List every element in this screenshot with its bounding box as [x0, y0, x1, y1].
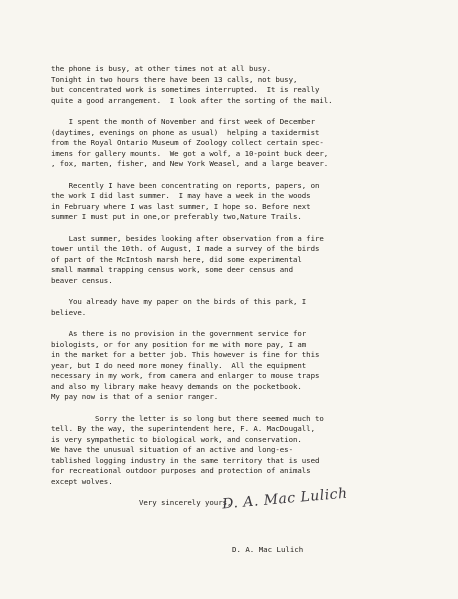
text-line: tell. By the way, the superintendent here, F. A. MacDougall, — [51, 424, 315, 433]
paragraph — [51, 234, 451, 287]
text-line: but concentrated work is sometimes interrupted. It is really — [51, 85, 320, 94]
text-line: the phone is busy, at other times not at all busy. — [51, 64, 271, 73]
paragraph — [51, 117, 451, 170]
text-line: except wolves. — [51, 476, 113, 486]
paragraph — [51, 414, 451, 488]
text-line: beaver census. — [51, 275, 113, 285]
text-line: quite a good arrangement. I look after the sorting of the mail. — [51, 95, 333, 105]
paragraph — [51, 329, 451, 403]
paragraph — [51, 181, 451, 223]
text-line: Recently I have been concentrating on reports, papers, on — [51, 180, 320, 190]
text-line: and also my library make heavy demands on the pocketbook. — [51, 381, 302, 391]
text-line: of part of the McIntosh marsh here, did some experimental — [51, 254, 302, 264]
text-line: in the market for a better job. This however is fine for this — [51, 350, 320, 359]
text-line: year, but I do need more money finally. All the equipment — [51, 360, 307, 370]
text-line: Last summer, besides looking after observation from a fire — [51, 233, 324, 243]
text-line: I spent the month of November and first week of December — [51, 117, 315, 126]
letter-body — [51, 64, 451, 509]
text-line: the work I did last summer. I may have a week in the woods — [51, 191, 311, 200]
text-line: (daytimes, evenings on phone as usual) helping a taxidermist — [51, 127, 320, 137]
text-line: from the Royal Ontario Museum of Zoology collect certain spec- — [51, 138, 324, 147]
text-line: imens for gallery mounts. We got a wolf, a 10-point buck deer, — [51, 148, 329, 158]
text-line: necessary in my work, from camera and enlarger to mouse traps — [51, 371, 320, 380]
handwritten-signature: D. A. Mac Lulich — [221, 485, 349, 513]
closing-line: Very sincerely yours, — [139, 498, 232, 507]
text-line: in February where I was last summer, I hope so. Before next — [51, 201, 311, 211]
typed-signature-name: D. A. Mac Lulich — [232, 545, 304, 554]
text-line: biologists, or for any position for me with more pay, I am — [51, 339, 307, 349]
paragraph — [51, 297, 451, 318]
text-line: tablished logging industry in the same territory that is used — [51, 455, 320, 465]
text-line: My pay now is that of a senior ranger. — [51, 392, 219, 401]
text-line: for recreational outdoor purposes and protection of animals — [51, 466, 311, 475]
text-line: Sorry the letter is so long but there seemed much to — [51, 413, 324, 423]
text-line: believe. — [51, 307, 87, 317]
text-line: tower until the 10th. of August, I made a survey of the birds — [51, 244, 320, 253]
text-line: is very sympathetic to biological work, and conservation. — [51, 434, 302, 444]
text-line: summer I must put in one,or preferably two,Nature Trails. — [51, 212, 302, 221]
text-line: small mammal trapping census work, some deer census and — [51, 265, 293, 274]
text-line: We have the unusual situation of an active and long-es- — [51, 445, 293, 454]
text-line: , fox, marten, fisher, and New York Weasel, and a large beaver. — [51, 159, 329, 168]
text-line: As there is no provision in the government service for — [51, 329, 307, 338]
text-line: Tonight in two hours there have been 13 calls, not busy, — [51, 74, 298, 84]
text-line: You already have my paper on the birds of this park, I — [51, 297, 307, 306]
paragraph — [51, 64, 451, 106]
